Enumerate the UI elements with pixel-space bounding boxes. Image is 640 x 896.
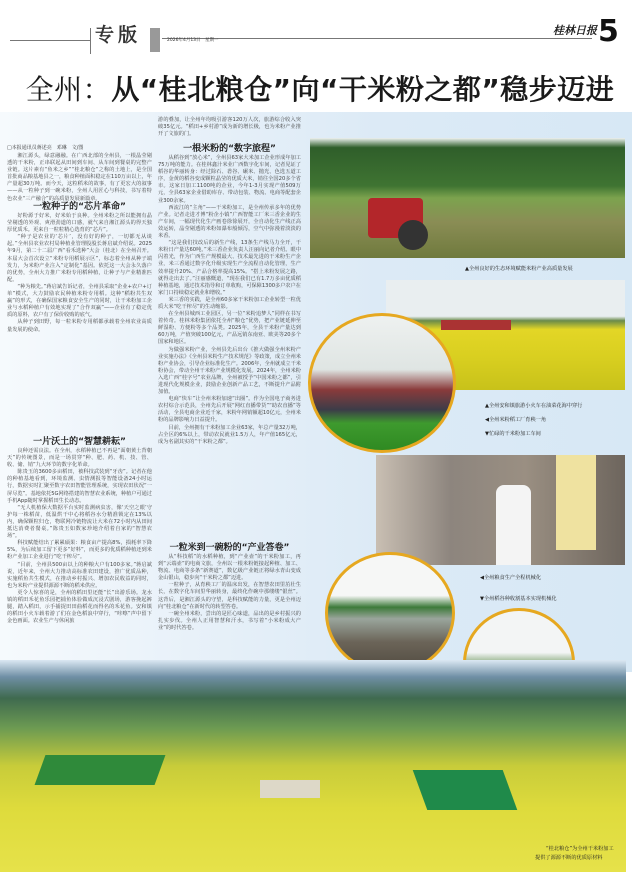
paragraph: 一粒种子，从育秧工厂的温床出发，在智慧农田里茁壮生长，在数字化车间里华丽转身，最终化作碗中那缕缕“银丝”。这背后，是湘江源头的守望，是科技赋能的力量，更是全州迈向“桂北粮仓”在新时代的转型答卷。 xyxy=(158,582,301,610)
aerial-farmland-photo xyxy=(0,660,626,872)
worker-figure xyxy=(496,485,531,565)
headline-prefix: 全州： xyxy=(25,73,112,106)
section-name: 专版 xyxy=(95,24,142,46)
paragraph: 良种还需良法。在全州，水稻种植已不再是“面朝黄土背朝天”的传统图景，而是一场贯穿“种、肥、药、机、技、管、收、储、销”九大环节的数字化革命。 xyxy=(7,448,152,469)
paragraph: 好粉源于好米，好米始于良种。全州米粉之所以能拥有晶莹剔透的外观、爽滑劲道的口感，就气来自湘江源头的得天独厚优质禾。更来自一粒粒精心选育的“芯片”。 xyxy=(7,213,152,234)
paragraph: 更令人惊喜的是，全州的稻田里还能“长”出游乐场。龙水镇的稻田禾花鱼乐园把捕鱼体验做成沉浸式剧场，游客挽起裤腿，踏入稻田，示手捕捉田田曲稻花而得名的禾花鱼。安和镇的稻田小火车载着游了们在金色稻浪中穿行，“咔嚓”声中留下金色画面。农业生产与休闲旅 xyxy=(7,589,152,625)
caption-aerial-line1: “桂北粮仓”为全州干米粉加工 xyxy=(546,846,614,852)
paragraph: 湘江源头，绿意融融。在广西北部的全州县，一根晶莹剔透的干米粉，正串联起从田间到车间、从车间到餐桌的完整产业链。这片素有“鱼米之乡”“桂北粮仓”之称的土地上，是全国首批商品粮基地县之一，粮食种植面积稳定在110万亩以上，年产量超30万吨。而今天，这粒稻米的故事，有了更宏大的叙事——从一粒种子到一碗米粉，全州人用匠心与科技，书写着特色农业“三产融合”的高质量发展新篇章。 xyxy=(7,153,152,202)
paragraph: 米三香的实践，是全州60多家干米粉加工企业转型一粒优质大米“吃干榨尽”的生动缩影。 xyxy=(158,296,301,310)
paragraph: “种为粮先。”蒋启斌告诉记者，全州县采取“企业+农户+订单”模式，大力鼓励农民种植米粉专用稻。这种“稻粉共生双赢”的形式，在确保国家粮食安全生产的同时，让干米粉加工企业与水稻种植户有效地实现了“合作双赢”——企业有了稳定优质的原料，农户有了保价收购的底气。 xyxy=(7,283,152,319)
headline xyxy=(0,68,640,108)
paragraph: 目前，全州拥有干米粉加工企业63家，年总产量32万吨，占全区的6%以上，带动农民就业1.5万人，年产值165亿元，成为名副其实的“干米粉之都”。 xyxy=(158,424,301,445)
header-rule-left xyxy=(10,40,90,41)
tractor-photo xyxy=(310,138,625,258)
green-field xyxy=(35,755,166,785)
subhead-soil: 一片沃土的“智慧耕耘” xyxy=(33,437,126,447)
paragraph: 在全州县城西工业园区，另一位“米粉追梦人”同样在书写着传奇。桂林米粉集团依托全州“粮仓”优势，把产业链延伸至鲜湿粉、方便粉等多个品类。2025年，全县干米粉产量达到60万吨，产值突破100亿元，产品远销东南亚、欧美等20多个国家和地区。 xyxy=(158,311,301,346)
header-block xyxy=(150,28,160,52)
paragraph: 电商“快车”让全州米粉加速“出圈”。作为全国电子商务进农村综合示范县，全州先后开展“网红直播带货”“助农直播”等活动，全县电商企业近千家，米粉年网销额超10亿元，全州米粉的品牌影响力日益提升。 xyxy=(158,396,301,424)
page-number: 5 xyxy=(598,14,619,49)
caption-mechanization: ◀全州粮食生产全程机械化 xyxy=(480,575,542,581)
header-divider xyxy=(90,28,91,54)
caption-factory: ▼忙碌的干米粉加工车间 xyxy=(485,431,541,437)
paragraph: “无人机植保大数据平台实时监测病虫害，像‘天空之眼’守护每一株稻苗，低温烘干中心将稻谷水分精准锁定在13%以内，确保颗粒归仓，物联网冷链物流让大米在72小时内从田间抵达消费者餐桌。”陈贵玉如数家珍地介绍着自家的“智慧农场”。 xyxy=(7,504,152,540)
paragraph: 从“科技稻”的水稻种植，到“产业壶”的干米粉加工，再到“云端壶”的电商文旅，全州以一根米粉链接起种植、加工、物流、电商等多条“新赛道”，数亿级产业链正将绿水青山变成金山银山，稳步向“干米粉之都”迈进。 xyxy=(158,554,301,582)
paragraph: 西流江的“主角”——干米粉加工，是全州传承多年的优势产业。记者走进才博“粉企小镇”广西智能工厂米三香企业的生产车间，一幅现代化生产画卷徐徐展开，全自动化生产线正高效运转，晶莹剔透的米粉如瀑布般倾泻，空气中弥漫着淡淡的米香。 xyxy=(158,204,301,240)
paragraph: 一碗全州米粉，尝出的是匠心味道，品出的是乡村振兴的扎实步伐。全州人正用智慧和汗水，书写着“小米粉成大产业”的时代答卷。 xyxy=(158,610,301,631)
paragraph: “这是我们技改后的新生产线，13条生产线马力全开，干米粉日产量达60吨。”米三香企业负责人汪丽向记者介绍。眼中闪着光，作为广西生产规模最大、技术最先进的干米粉生产企业，米三香通过数字化升级实现生产全流程自动化管理，生产效率提升20%、产品合格率提高15%。“搭上米粉发展之路，就得走出去了。”汪丽感慨道，“现在我们已有1.7万多亩优质稻种植基地，通过技术指导和订单收购，可保障1300多户农户在家门口持续稳定就业和增收。” xyxy=(158,240,301,296)
transplanter-circle-photo xyxy=(325,552,455,674)
caption-tractor: ▲全州良好的生态环境赋能米粉产业高质量发展 xyxy=(465,266,573,272)
issue-date: 2026年4月13日 星期一 xyxy=(167,38,219,43)
paragraph: 陈贵玉的3600多亩稻田，被科技武装到“牙齿”。记者在他的种植基地看到，环境监测、虫情测报等智能设备24小时运行，数据实时汇聚至数字农田智能管理系统，实现农田状况“一屏尽览”。基地依托5G网络搭建的智慧农业系统，种植户可通过手机App随时掌握稻田生长动态。 xyxy=(7,469,152,504)
paragraph: “目前，全州县500亩以上的种粮大户有100多家。”蒋启斌说，近年来，全州大力推动高标准农田建设，推广优质品种，实施稻鱼共生模式，在推动乡村振兴、增加农民收益的同时，也为米粉产业提供源源不断的稻米供应。 xyxy=(7,561,152,589)
caption-train: ▲全州安和镇旅游小火车在油菜花海中穿行 xyxy=(485,403,583,409)
paragraph: 从稻谷到“放心米”，全州县63家大米加工企业形成年加工75万吨的能力。在桂林鑫汁米业广西数字化车间，记者见证了稻谷的华丽转身：经过除石、砻谷、碾米、抛光、色选五道工序，金黄的稻谷变成颗粒晶莹的优质大米，销往全国20多个省市。这家日加工1100吨的企业，今年1-3月实现产值509万元，全县63家企业借助库存、带动包装、物流、电商等配套企业300余家。 xyxy=(158,155,301,204)
intro-text xyxy=(7,153,152,202)
caption-harvest: ▼全州稻谷种收割基本实现机械化 xyxy=(480,596,557,602)
noodle-factory-photo xyxy=(376,455,625,565)
section-digital-text xyxy=(158,155,301,537)
section-soil-text xyxy=(7,448,152,653)
subhead-seed: 一粒种子的“芯片革命” xyxy=(33,202,126,212)
masthead-logo: 桂林日报 xyxy=(553,24,597,37)
subhead-industry: 一粒米到一碗粉的“产业答卷” xyxy=(169,543,290,553)
header-rule-right xyxy=(162,38,592,39)
village-houses xyxy=(260,780,320,798)
tour-train-shape xyxy=(441,320,511,330)
green-field xyxy=(413,770,518,810)
byline: □本报通讯员蒋述亮 邓琳 文/图 xyxy=(7,145,84,151)
paragraph: 游的叠加，让全州年均吸引游客120万人次，旅游综合收入突破35亿元。“稻田+乡村游”成为新的增长极，也为米粉产业推开了文旅的门。 xyxy=(158,117,301,138)
noodle-strands xyxy=(556,455,596,550)
paragraph: 为做强米粉产业，全州县先后出台《推大做强全州米粉产业实施办法》《全州县米粉生产技术规范》等政策，成立全州米粉产业协会，引导企业标准化生产。2006年，全州就成立干米粉协会，带动全州干米粉产业规模化发展。2024年，全州米粉入选广西“桂字号”农业品牌，全州被授予“中国米粉之都”，引进现代化规模企业，鼓励企业创新产品工艺，不断提升产品附加值。 xyxy=(158,346,301,396)
section-industry-text xyxy=(158,554,301,650)
paragraph: “种子是农业的‘芯片’，没有好的种子，一切都无从谈起。”全州县农业农村局种植业管理股股长蒋启斌介绍说。2025年9月，第二十二届广西“看禾选种”大会（桂北）在全州召开。本届大会首次设立“米粉专用稻展示区”，标志着全州从种子端发力，为米粉产业注入“定制化”基因。依托这一大会永久落户的优势，全州大力推广米粉专用稻种植，让种子与产业精准匹配。 xyxy=(7,234,152,283)
subhead-digital: 一根米粉的“数字旅程” xyxy=(183,144,276,154)
headline-main: 从“桂北粮仓”向“干米粉之都”稳步迈进 xyxy=(111,73,615,106)
paragraph: 科技赋能结出了累累硕果：粮食亩产提高8%，损耗率下降5%，为后续加工留下更多“好料”，而更多的优质稻种植还到米粉产业加工企业进行“吃干榨尽”。 xyxy=(7,540,152,561)
caption-nursery: ◀全州米粉稻工厂育秧一角 xyxy=(485,417,547,423)
caption-aerial-line2: 提供了源源不断的优质原材料 xyxy=(535,855,603,861)
continued-text xyxy=(158,117,301,139)
section-seed-text xyxy=(7,213,152,429)
tractor-wheel xyxy=(398,220,428,250)
paragraph: 从种子到田野，每一粒米粉专用稻都承载着全州农业高质量发展的使命。 xyxy=(7,319,152,333)
nursery-circle-photo xyxy=(308,313,456,453)
